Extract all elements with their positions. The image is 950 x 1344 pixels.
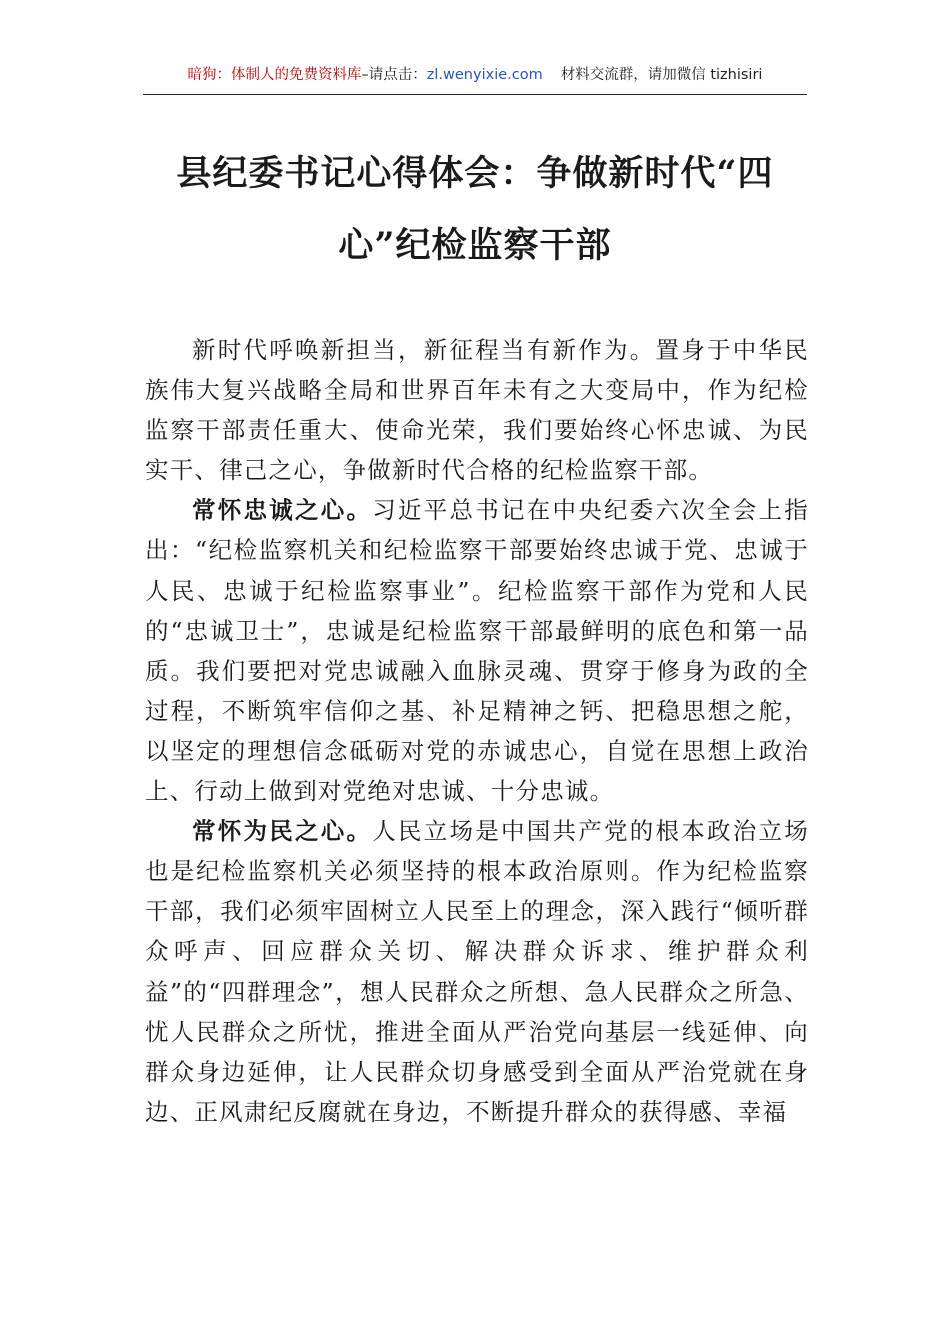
header-click-prefix: –请点击：: [361, 67, 427, 83]
header-group-text: 材料交流群，请加微信 tizhisiri: [560, 67, 763, 83]
document-body: [145, 330, 809, 1132]
title-line-1: 县纪委书记心得体会：争做新时代“四: [176, 153, 774, 194]
section-paragraph-people: [145, 811, 809, 1132]
section-paragraph-loyalty: [145, 490, 809, 811]
section-lead-people: 常怀为民之心。: [192, 817, 373, 846]
section-lead-loyalty: 常怀忠诚之心。: [192, 496, 373, 525]
document-title: [145, 138, 805, 282]
section-text-people: 人民立场是中国共产党的根本政治立场也是纪检监察机关必须坚持的根本政治原则。作为纪检监察干部，我们必须牢固树立人民至上的理念，深入践行“倾听群众呼声、回应群众关切、解决群众诉求、维护群众利益”的“四群理念”，想人民群众之所想、急人民群众之所急、忧人民群众之所忧，推进全面从严治党向基层一线延伸、向群众身边延伸，让人民群众切身感受到全面从严治党就在身边、正风肃纪反腐就在身边，不断提升群众的获得感、幸福: [145, 817, 809, 1126]
header-url-link[interactable]: zl.wenyixie.com: [426, 67, 543, 83]
intro-paragraph: 新时代呼唤新担当，新征程当有新作为。置身于中华民族伟大复兴战略全局和世界百年未有之大变局中，作为纪检监察干部责任重大、使命光荣，我们要始终心怀忠诚、为民实干、律己之心，争做新时代合格的纪检监察干部。: [145, 336, 809, 485]
section-text-loyalty: 习近平总书记在中央纪委六次全会上指出：“纪检监察机关和纪检监察干部要始终忠诚于党、忠诚于人民、忠诚于纪检监察事业”。纪检监察干部作为党和人民的“忠诚卫士”，忠诚是纪检监察干部最鲜明的底色和第一品质。我们要把对党忠诚融入血脉灵魂、贯穿于修身为政的全过程，不断筑牢信仰之基、补足精神之钙、把稳思想之舵，以坚定的理想信念砥砺对党的赤诚忠心，自觉在思想上政治上、行动上做到对党绝对忠诚、十分忠诚。: [145, 496, 809, 806]
header-brand: 暗狗：体制人的免费资料库: [187, 67, 362, 83]
title-line-2: 心”纪检监察干部: [338, 225, 612, 266]
page-header: [143, 62, 807, 95]
